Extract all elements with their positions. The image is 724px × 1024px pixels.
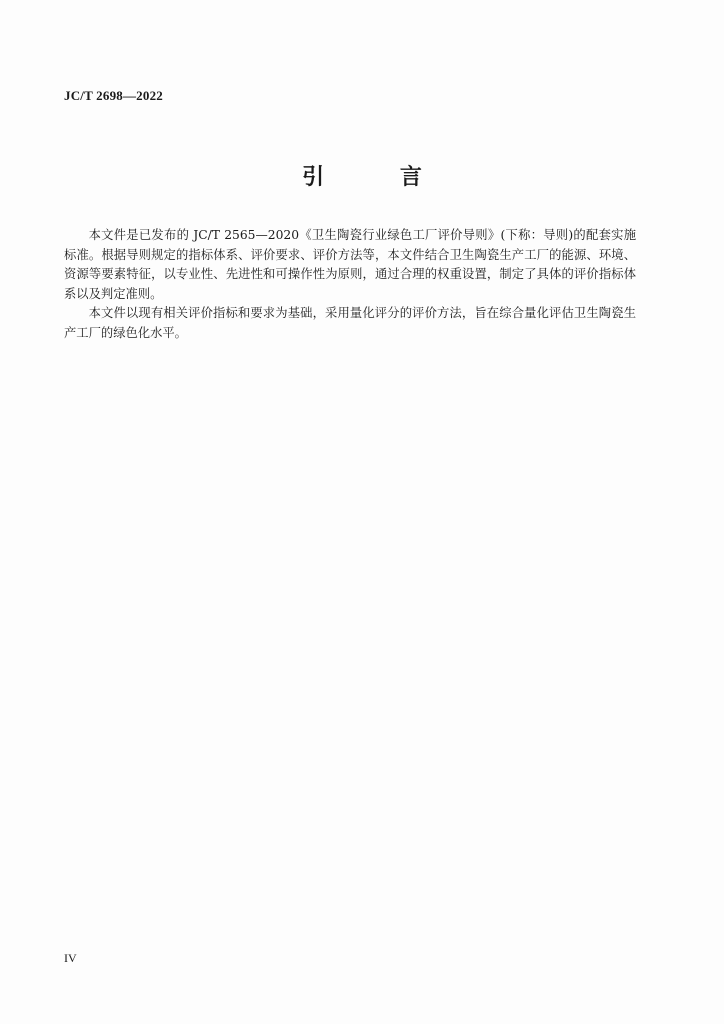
section-title: 引 言 bbox=[302, 165, 456, 190]
body-text bbox=[64, 226, 636, 344]
paragraph: 本文件以现有相关评价指标和要求为基础，采用量化评分的评价方法，旨在综合量化评估卫生陶瓷生产工厂的绿色化水平。 bbox=[64, 306, 636, 340]
document-code: JC/T 2698—2022 bbox=[64, 88, 163, 103]
paragraph: 本文件是已发布的 JC/T 2565—2020《卫生陶瓷行业绿色工厂评价导则》(下称：导则)的配套实施标准。根据导则规定的指标体系、评价要求、评价方法等，本文件结合卫生陶瓷生产工厂的能源、环境、资源等要素特征，以专业性、先进性和可操作性为原则，通过合理的权重设置，制定了具体的评价指标体系以及判定准则。 bbox=[64, 228, 636, 301]
page-number: IV bbox=[64, 951, 77, 965]
